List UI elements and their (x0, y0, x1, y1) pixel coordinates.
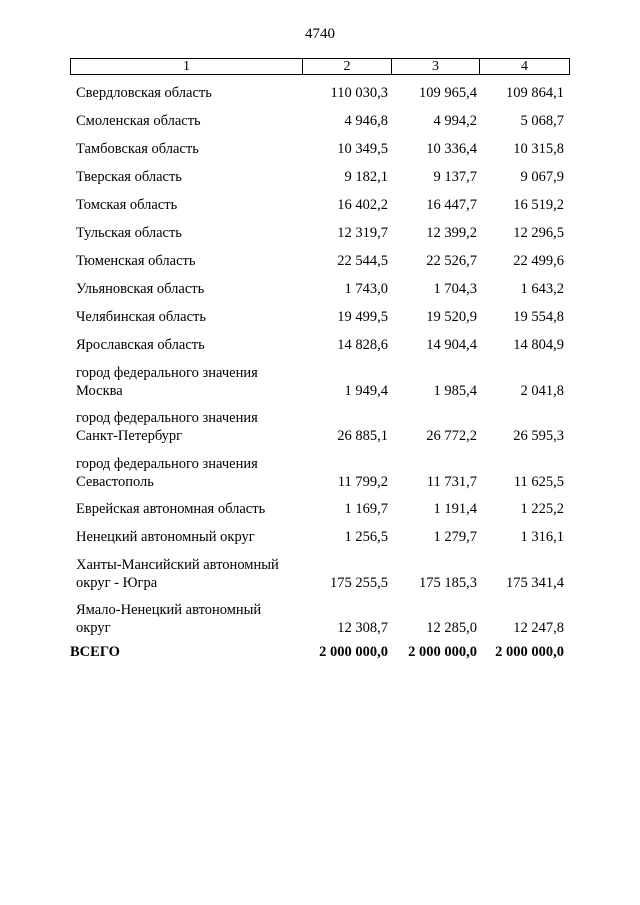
value-col-2: 19 499,5 (337, 309, 388, 325)
column-header-row (70, 58, 570, 75)
region-name: город федерального значения Севастополь (76, 456, 258, 490)
value-col-4: 11 625,5 (513, 474, 564, 490)
region-name: Челябинская область (76, 309, 206, 325)
value-col-3: 1 704,3 (433, 281, 477, 297)
column-header-1: 1 (71, 59, 303, 74)
region-name: Тверская область (76, 169, 182, 185)
value-col-3: 10 336,4 (426, 141, 477, 157)
value-col-3: 1 279,7 (433, 529, 477, 545)
region-name: Томская область (76, 197, 178, 213)
region-name: Ханты-Мансийский автономный округ - Югра (76, 557, 279, 591)
region-name: Свердловская область (76, 85, 212, 101)
value-col-3: 175 185,3 (419, 575, 477, 591)
value-col-4: 19 554,8 (513, 309, 564, 325)
value-col-4: 1 316,1 (520, 529, 564, 545)
region-name: Смоленская область (76, 113, 201, 129)
value-col-2: 22 544,5 (337, 253, 388, 269)
value-col-2: 10 349,5 (337, 141, 388, 157)
total-label: ВСЕГО (70, 644, 120, 660)
value-col-3: 22 526,7 (426, 253, 477, 269)
value-col-2: 16 402,2 (337, 197, 388, 213)
total-col-4: 2 000 000,0 (495, 644, 564, 660)
total-col-2: 2 000 000,0 (319, 644, 388, 660)
value-col-3: 12 285,0 (426, 620, 477, 636)
region-name: Ямало-Ненецкий автономный округ (76, 602, 262, 636)
region-name: Тюменская область (76, 253, 196, 269)
region-name: Ярославская область (76, 337, 205, 353)
value-col-4: 1 225,2 (520, 501, 564, 517)
value-col-2: 1 743,0 (344, 281, 388, 297)
value-col-4: 5 068,7 (520, 113, 564, 129)
value-col-3: 16 447,7 (426, 197, 477, 213)
value-col-3: 19 520,9 (426, 309, 477, 325)
value-col-4: 9 067,9 (520, 169, 564, 185)
column-header-2: 2 (303, 59, 392, 74)
region-name: Ульяновская область (76, 281, 205, 297)
value-col-2: 12 308,7 (337, 620, 388, 636)
value-col-2: 14 828,6 (337, 337, 388, 353)
region-name: Еврейская автономная область (76, 501, 266, 517)
value-col-4: 175 341,4 (506, 575, 564, 591)
value-col-2: 11 799,2 (337, 474, 388, 490)
value-col-3: 9 137,7 (433, 169, 477, 185)
value-col-4: 12 247,8 (513, 620, 564, 636)
value-col-2: 1 949,4 (344, 383, 388, 399)
value-col-2: 9 182,1 (344, 169, 388, 185)
value-col-2: 26 885,1 (337, 428, 388, 444)
region-name: Тульская область (76, 225, 182, 241)
value-col-4: 12 296,5 (513, 225, 564, 241)
value-col-4: 26 595,3 (513, 428, 564, 444)
region-name: город федерального значения Санкт-Петербург (76, 410, 258, 444)
value-col-4: 2 041,8 (520, 383, 564, 399)
value-col-3: 14 904,4 (426, 337, 477, 353)
value-col-2: 4 946,8 (344, 113, 388, 129)
value-col-2: 1 169,7 (344, 501, 388, 517)
total-col-3: 2 000 000,0 (408, 644, 477, 660)
value-col-4: 109 864,1 (506, 85, 564, 101)
page-number: 4740 (305, 26, 335, 42)
value-col-3: 109 965,4 (419, 85, 477, 101)
value-col-2: 1 256,5 (344, 529, 388, 545)
region-name: город федерального значения Москва (76, 365, 258, 399)
value-col-3: 11 731,7 (426, 474, 477, 490)
value-col-3: 12 399,2 (426, 225, 477, 241)
column-header-4: 4 (521, 59, 528, 74)
value-col-3: 26 772,2 (426, 428, 477, 444)
value-col-2: 12 319,7 (337, 225, 388, 241)
region-name: Ненецкий автономный округ (76, 529, 255, 545)
value-col-4: 1 643,2 (520, 281, 564, 297)
column-header-3: 3 (392, 59, 480, 74)
value-col-3: 4 994,2 (433, 113, 477, 129)
value-col-3: 1 985,4 (433, 383, 477, 399)
value-col-2: 110 030,3 (330, 85, 388, 101)
value-col-3: 1 191,4 (433, 501, 477, 517)
value-col-4: 16 519,2 (513, 197, 564, 213)
value-col-2: 175 255,5 (330, 575, 388, 591)
value-col-4: 14 804,9 (513, 337, 564, 353)
region-name: Тамбовская область (76, 141, 199, 157)
value-col-4: 10 315,8 (513, 141, 564, 157)
value-col-4: 22 499,6 (513, 253, 564, 269)
